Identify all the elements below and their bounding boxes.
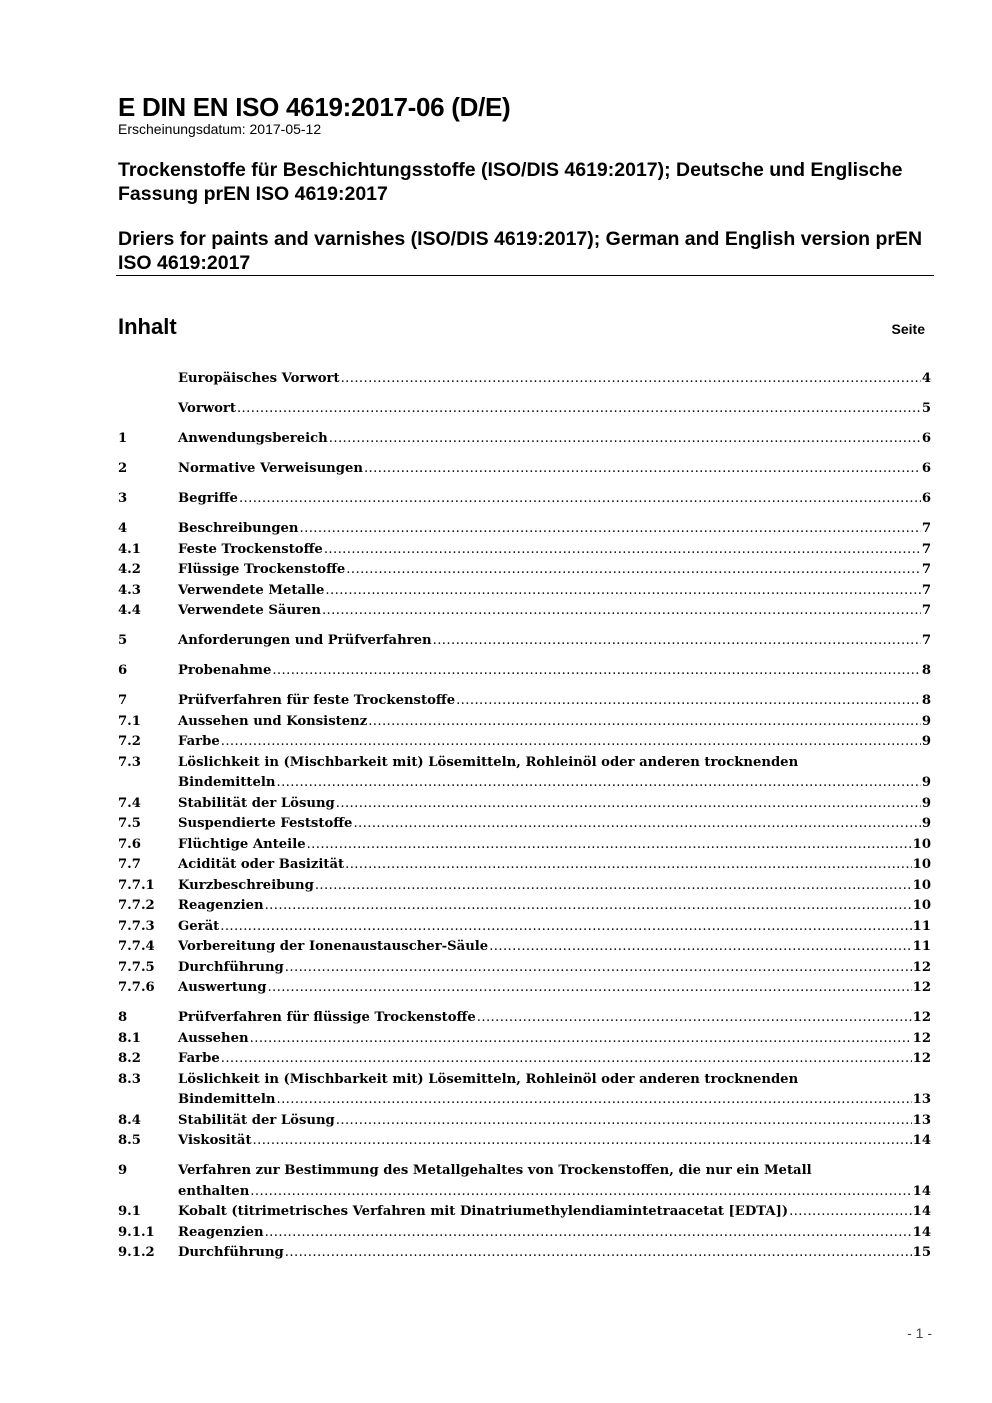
toc-entry[interactable]: [118, 369, 931, 390]
toc-entry-number: 8.5: [118, 1133, 141, 1148]
toc-entry[interactable]: [118, 581, 931, 602]
toc-entry[interactable]: [118, 1111, 931, 1132]
toc-entry-title: Verwendete Metalle: [178, 582, 325, 598]
toc-entry-page: 10: [912, 877, 931, 893]
toc-dot-leader: [324, 540, 921, 561]
toc-entry-page: 12: [912, 1051, 931, 1066]
toc-entry-title: Suspendierte Feststoffe: [178, 816, 353, 831]
toc-entry-title: Anwendungsbereich: [178, 431, 328, 446]
toc-dot-leader: [267, 978, 911, 999]
toc-entry-title: Viskosität: [178, 1133, 252, 1148]
toc-entry-page: 8: [921, 663, 931, 678]
toc-entry[interactable]: [118, 1008, 931, 1029]
toc-dot-leader: [336, 1111, 912, 1132]
toc-entry-page: 7: [921, 603, 931, 618]
toc-entry-title: Farbe: [178, 1051, 220, 1066]
toc-entry-number: 4.3: [118, 582, 141, 598]
header-divider: [116, 275, 934, 276]
toc-entry[interactable]: [118, 732, 931, 753]
toc-entry[interactable]: [118, 712, 931, 733]
toc-dot-leader: [221, 732, 921, 753]
toc-entry-number: 9.1: [118, 1204, 141, 1219]
toc-entry-title-continuation: enthalten: [178, 1183, 250, 1199]
toc-entry[interactable]: [118, 896, 931, 917]
toc-entry[interactable]: [118, 691, 931, 712]
toc-entry-title: Verfahren zur Bestimmung des Metallgehaltes von Trockenstoffen, die nur ein Metall: [178, 1163, 812, 1178]
toc-dot-leader: [265, 1223, 912, 1244]
toc-entry-title: Verwendete Säuren: [178, 603, 321, 618]
toc-entry-title: Vorwort: [178, 401, 236, 416]
toc-entry-page: 4: [921, 371, 931, 386]
toc-entry-number: 7.3: [118, 754, 141, 770]
toc-entry-page: 14: [912, 1204, 931, 1219]
toc-entry-title: Aussehen und Konsistenz: [178, 713, 368, 729]
toc-entry-number: 8.2: [118, 1051, 141, 1066]
toc-dot-leader: [329, 429, 921, 450]
toc-entry-number: 8: [118, 1010, 128, 1025]
toc-entry-title: Löslichkeit in (Mischbarkeit mit) Lösemitteln, Rohleinöl oder anderen trocknenden: [178, 754, 799, 770]
title-english: Driers for paints and varnishes (ISO/DIS 4619:2017); German and English version prEN ISO 4619:2017: [118, 228, 923, 274]
toc-dot-leader: [285, 1243, 912, 1264]
toc-entry-page: 7: [921, 582, 931, 598]
toc-entry-page: 6: [921, 461, 931, 476]
toc-dot-leader: [315, 876, 912, 897]
toc-dot-leader: [250, 1182, 911, 1203]
toc-dot-leader: [221, 1049, 912, 1070]
toc-entry[interactable]: [118, 814, 931, 835]
toc-entry[interactable]: [118, 631, 931, 652]
toc-entry-title: Durchführung: [178, 959, 284, 975]
title-german: Trockenstoffe für Beschichtungsstoffe (ISO/DIS 4619:2017); Deutsche und Englische Fassung prEN ISO 4619:2017: [118, 159, 903, 205]
toc-entry-page: 15: [912, 1245, 931, 1260]
toc-entry-page: 8: [921, 693, 931, 708]
toc-entry-number: 8.1: [118, 1030, 141, 1046]
toc-entry[interactable]: [118, 753, 931, 794]
toc-entry-page: 10: [912, 836, 931, 852]
toc-entry-title: Durchführung: [178, 1245, 284, 1260]
toc-entry-number: 7.2: [118, 734, 141, 749]
toc-entry[interactable]: [118, 1049, 931, 1070]
toc-entry[interactable]: [118, 978, 931, 999]
toc-dot-leader: [345, 855, 912, 876]
toc-entry[interactable]: [118, 1223, 931, 1244]
toc-entry-title: Farbe: [178, 734, 220, 749]
toc-entry-title: Flüssige Trockenstoffe: [178, 562, 346, 577]
toc-dot-leader: [346, 560, 921, 581]
toc-entry[interactable]: [118, 917, 931, 938]
toc-entry-page: 11: [912, 918, 931, 934]
toc-entry-page: 13: [912, 1112, 931, 1128]
toc-entry-number: 3: [118, 491, 128, 506]
toc-entry[interactable]: [118, 876, 931, 897]
toc-entry-number: 2: [118, 461, 128, 476]
toc-entry-number: 5: [118, 633, 128, 648]
toc-entry-title: Reagenzien: [178, 1224, 264, 1240]
toc-entry-page: 11: [912, 939, 931, 954]
toc-entry-title: Kobalt (titrimetrisches Verfahren mit Dinatriumethylendiamintetraacetat [EDTA]): [178, 1204, 789, 1219]
toc-entry-number: 7.7.3: [118, 918, 155, 934]
toc-entry-page: 6: [921, 491, 931, 506]
toc-entry-title: Kurzbeschreibung: [178, 877, 314, 893]
toc-entry-number: 7.6: [118, 836, 141, 852]
toc-entry[interactable]: [118, 1070, 931, 1111]
toc-dot-leader: [277, 1090, 912, 1111]
toc-dot-leader: [239, 489, 921, 510]
page-number: - 1 -: [907, 1325, 932, 1341]
toc-entry[interactable]: [118, 560, 931, 581]
toc-heading: Inhalt: [118, 314, 177, 339]
toc-entry-title: Acidität oder Basizität: [178, 857, 345, 872]
toc-page-column-label: Seite: [891, 321, 925, 337]
publication-date: Erscheinungsdatum: 2017-05-12: [118, 121, 322, 137]
toc-dot-leader: [341, 369, 921, 390]
toc-entry-number: 9.1.2: [118, 1245, 155, 1260]
toc-entry-page: 10: [912, 898, 931, 913]
toc-entry-number: 6: [118, 663, 128, 678]
toc-entry-page: 5: [921, 401, 931, 416]
toc-entry-number: 7: [118, 693, 128, 708]
toc-entry[interactable]: [118, 1202, 931, 1223]
toc-entry[interactable]: [118, 1029, 931, 1050]
toc-entry-page: 7: [921, 562, 931, 577]
toc-entry-number: 8.4: [118, 1112, 141, 1128]
toc-entry-title: Auswertung: [178, 980, 267, 995]
toc-entry-number: 7.4: [118, 795, 141, 811]
toc-entry-number: 1: [118, 431, 128, 446]
toc-entry-title: Stabilität der Lösung: [178, 1112, 335, 1128]
toc-dot-leader: [364, 459, 921, 480]
toc-entry-title: Stabilität der Lösung: [178, 795, 335, 811]
toc-entry[interactable]: [118, 399, 931, 420]
toc-dot-leader: [489, 937, 911, 958]
document-id: E DIN EN ISO 4619:2017-06 (D/E): [118, 92, 511, 122]
toc-dot-leader: [325, 581, 920, 602]
toc-entry-page: 7: [921, 541, 931, 557]
toc-dot-leader: [789, 1202, 912, 1223]
toc-entry-number: 8.3: [118, 1071, 141, 1087]
toc-entry[interactable]: [118, 489, 931, 510]
toc-entry[interactable]: [118, 459, 931, 480]
toc-dot-leader: [277, 773, 921, 794]
toc-entry[interactable]: [118, 794, 931, 815]
toc-entry-page: 9: [921, 816, 931, 831]
toc-entry-number: 9.1.1: [118, 1224, 155, 1240]
toc-entry-page: 14: [912, 1183, 931, 1199]
toc-entry-number: 9: [118, 1163, 128, 1178]
toc-entry[interactable]: [118, 519, 931, 540]
toc-dot-leader: [307, 835, 912, 856]
toc-entry-page: 12: [912, 980, 931, 995]
toc-entry-page: 6: [921, 431, 931, 446]
toc-entry-title: Gerät: [178, 918, 220, 934]
toc-entry-number: 7.5: [118, 816, 141, 831]
toc-entry-title: Beschreibungen: [178, 521, 299, 536]
toc-entry-page: 13: [912, 1092, 931, 1107]
toc-entry[interactable]: [118, 1243, 931, 1264]
toc-entry[interactable]: [118, 1161, 931, 1202]
toc-entry-title: Löslichkeit in (Mischbarkeit mit) Lösemitteln, Rohleinöl oder anderen trocknenden: [178, 1071, 799, 1087]
toc-entry-number: 4.4: [118, 603, 141, 618]
toc-entry-page: 14: [912, 1224, 931, 1240]
toc-entry-number: 7.7.4: [118, 939, 155, 954]
toc-entry[interactable]: [118, 937, 931, 958]
toc-dot-leader: [272, 661, 920, 682]
toc-dot-leader: [220, 917, 911, 938]
toc-entry[interactable]: [118, 1131, 931, 1152]
toc-entry-title: Anforderungen und Prüfverfahren: [178, 633, 432, 648]
toc-entry[interactable]: [118, 540, 931, 561]
toc-entry-number: 7.7: [118, 857, 141, 872]
toc-entry[interactable]: [118, 429, 931, 450]
toc-entry-title: Begriffe: [178, 491, 238, 506]
toc-dot-leader: [433, 631, 921, 652]
toc-entry-title: Reagenzien: [178, 898, 264, 913]
table-of-contents: [118, 369, 931, 1264]
toc-dot-leader: [300, 519, 921, 540]
toc-entry-title: Feste Trockenstoffe: [178, 541, 323, 557]
toc-entry-number: 4: [118, 521, 128, 536]
toc-entry-page: 10: [912, 857, 931, 872]
toc-entry-number: 4.2: [118, 562, 141, 577]
toc-entry-page: 14: [912, 1133, 931, 1148]
toc-dot-leader: [237, 399, 921, 420]
toc-entry[interactable]: [118, 835, 931, 856]
toc-entry[interactable]: [118, 855, 931, 876]
toc-entry-page: 12: [912, 1010, 931, 1025]
toc-entry-page: 9: [921, 795, 931, 811]
toc-entry-title: Vorbereitung der Ionenaustauscher-Säule: [178, 939, 489, 954]
toc-entry-number: 7.7.2: [118, 898, 155, 913]
toc-entry-page: 9: [921, 775, 931, 790]
toc-entry[interactable]: [118, 958, 931, 979]
toc-dot-leader: [368, 712, 921, 733]
toc-entry[interactable]: [118, 601, 931, 622]
toc-entry-title-continuation: Bindemitteln: [178, 1092, 276, 1107]
toc-entry-title: Prüfverfahren für flüssige Trockenstoffe: [178, 1010, 476, 1025]
toc-entry-page: 12: [912, 1030, 931, 1046]
toc-entry-page: 9: [921, 713, 931, 729]
toc-entry-title: Normative Verweisungen: [178, 461, 363, 476]
toc-dot-leader: [265, 896, 912, 917]
toc-entry-title: Aussehen: [178, 1030, 249, 1046]
toc-entry-page: 7: [921, 633, 931, 648]
toc-dot-leader: [250, 1029, 912, 1050]
toc-entry-title: Europäisches Vorwort: [178, 371, 340, 386]
toc-dot-leader: [253, 1131, 912, 1152]
toc-entry-number: 7.7.5: [118, 959, 155, 975]
toc-dot-leader: [353, 814, 920, 835]
toc-entry-page: 12: [912, 959, 931, 975]
toc-entry-title: Probenahme: [178, 663, 272, 678]
toc-dot-leader: [477, 1008, 912, 1029]
toc-entry-number: 7.7.1: [118, 877, 155, 893]
toc-dot-leader: [336, 794, 921, 815]
toc-entry-number: 4.1: [118, 541, 141, 557]
toc-entry[interactable]: [118, 661, 931, 682]
toc-dot-leader: [456, 691, 921, 712]
toc-entry-title: Flüchtige Anteile: [178, 836, 306, 852]
toc-entry-number: 7.1: [118, 713, 141, 729]
toc-dot-leader: [322, 601, 921, 622]
toc-entry-number: 7.7.6: [118, 980, 155, 995]
toc-entry-page: 7: [921, 521, 931, 536]
toc-dot-leader: [285, 958, 912, 979]
toc-entry-page: 9: [921, 734, 931, 749]
toc-entry-title: Prüfverfahren für feste Trockenstoffe: [178, 693, 456, 708]
toc-entry-title-continuation: Bindemitteln: [178, 775, 276, 790]
